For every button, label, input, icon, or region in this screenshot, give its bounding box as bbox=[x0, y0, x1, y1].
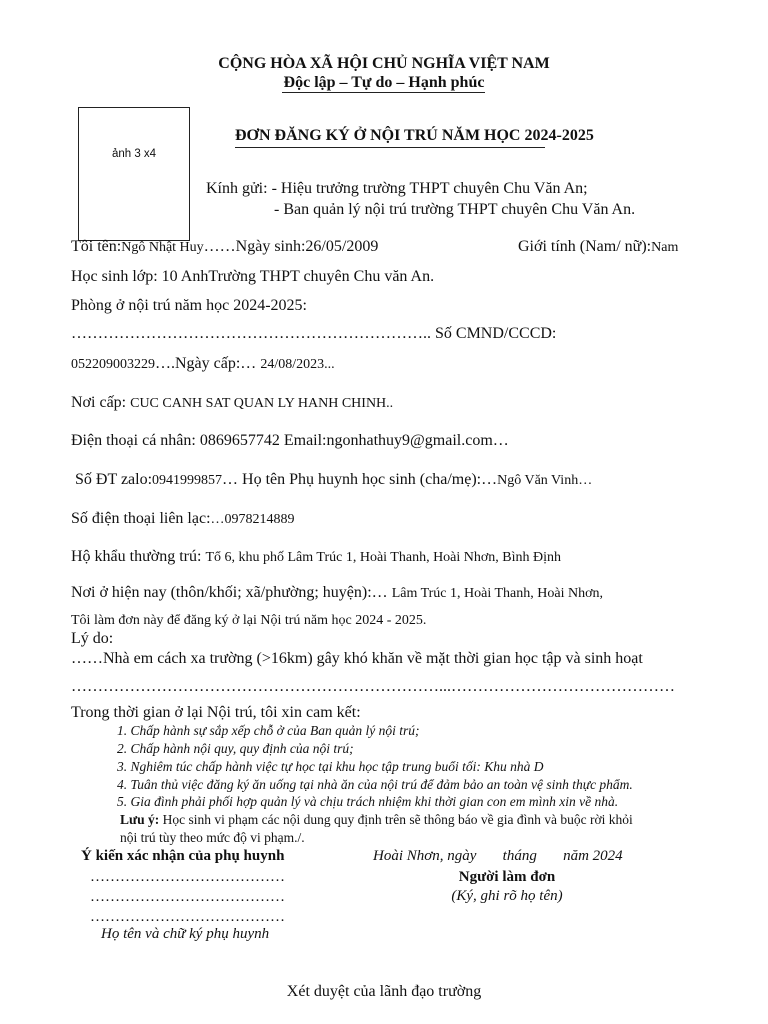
gender-field bbox=[518, 238, 678, 256]
principal-approval-heading: Xét duyệt của lãnh đạo trường bbox=[286, 983, 482, 1000]
residence-line bbox=[71, 548, 561, 566]
issue-label: ….Ngày cấp:… bbox=[155, 355, 261, 372]
note-line-2: nội trú tùy theo mức độ vi phạm./. bbox=[120, 830, 305, 845]
parent-dots-line: ………………………………… bbox=[90, 909, 285, 925]
contact-phone-line bbox=[71, 510, 295, 528]
applicant-signature-caption: (Ký, ghi rõ họ tên) bbox=[451, 888, 563, 904]
current-address-value: Lâm Trúc 1, Hoài Thanh, Hoài Nhơn, bbox=[391, 586, 603, 601]
form-title: ĐƠN ĐĂNG KÝ Ở NỘI TRÚ NĂM HỌC 2024-2025 bbox=[235, 127, 594, 144]
reason-dots: ……………………………………………………………...…………………………………… bbox=[71, 678, 675, 695]
photo-placeholder bbox=[78, 107, 190, 241]
current-address-label: Nơi ở hiện nay (thôn/khối; xã/phường; huyện):… bbox=[71, 584, 392, 601]
registration-statement: Tôi làm đơn này để đăng ký ở lại Nội trú năm học 2024 - 2025. bbox=[71, 613, 427, 628]
issue-value: 24/08/2023... bbox=[260, 357, 335, 372]
id-label-line: ………………………………………………………….. Số CMND/CCCD: bbox=[71, 325, 557, 342]
name-dob-line bbox=[71, 238, 378, 256]
commitment-item: 1. Chấp hành sự sắp xếp chỗ ở của Ban quản lý nội trú; bbox=[117, 723, 420, 738]
note-label: Lưu ý: bbox=[120, 812, 160, 827]
current-address-line bbox=[71, 584, 603, 602]
commitment-item: 2. Chấp hành nội quy, quy định của nội trú; bbox=[117, 741, 354, 756]
note-text: Học sinh vi phạm các nội dung quy định trên sẽ thông báo về gia đình và buộc rời khỏi bbox=[159, 812, 633, 827]
issue-place-value: CUC CANH SAT QUAN LY HANH CHINH.. bbox=[130, 396, 394, 411]
gender-value: Nam bbox=[651, 240, 679, 255]
residence-value: Tổ 6, khu phố Lâm Trúc 1, Hoài Thanh, Hoài Nhơn, Bình Định bbox=[205, 550, 562, 565]
recipient-line-2: - Ban quản lý nội trú trường THPT chuyên Chu Văn An. bbox=[274, 201, 636, 218]
phone-email-line: Điện thoại cá nhân: 0869657742 Email:ngonhathuy9@gmail.com… bbox=[71, 432, 509, 449]
id-value: 052209003229 bbox=[71, 357, 155, 372]
commitment-item: 3. Nghiêm túc chấp hành việc tự học tại khu học tập trung buổi tối: Khu nhà D bbox=[117, 759, 544, 774]
recipient-prefix: Kính gửi: bbox=[206, 180, 268, 197]
applicant-heading: Người làm đơn bbox=[458, 869, 556, 885]
commitment-item: 5. Gia đình phải phối hợp quản lý và chịu trách nhiệm khi thời gian con em mình xin về nhà. bbox=[117, 794, 619, 809]
title-underline bbox=[235, 147, 545, 148]
contact-label: Số điện thoại liên lạc: bbox=[71, 510, 211, 527]
parent-confirmation-heading: Ý kiến xác nhận của phụ huynh bbox=[81, 848, 285, 864]
motto-underline bbox=[282, 92, 485, 93]
note-line-1 bbox=[120, 812, 633, 828]
class-line: Học sinh lớp: 10 AnhTrường THPT chuyên Chu văn An. bbox=[71, 268, 435, 285]
issue-place-line bbox=[71, 394, 393, 412]
parent-dots-line: ………………………………… bbox=[90, 869, 285, 885]
parent-label: … Họ tên Phụ huynh học sinh (cha/mẹ):… bbox=[222, 471, 498, 488]
zalo-parent-line bbox=[75, 471, 592, 489]
residence-label: Hộ khẩu thường trú: bbox=[71, 548, 206, 565]
photo-label: ảnh 3 x4 bbox=[111, 148, 157, 160]
recipient-line-1 bbox=[206, 180, 588, 198]
gender-label: Giới tính (Nam/ nữ): bbox=[518, 238, 652, 255]
id-issue-line bbox=[71, 355, 335, 373]
parent-value: Ngô Văn Vinh… bbox=[497, 473, 593, 488]
place-date-line: Hoài Nhơn, ngày tháng năm 2024 bbox=[373, 848, 623, 864]
parent-dots-line: ………………………………… bbox=[90, 889, 285, 905]
reason-value: ……Nhà em cách xa trường (>16km) gây khó khăn về mặt thời gian học tập và sinh hoạt bbox=[71, 650, 643, 667]
motto-heading: Độc lập – Tự do – Hạnh phúc bbox=[283, 74, 485, 91]
room-line: Phòng ở nội trú năm học 2024-2025: bbox=[71, 297, 307, 314]
issue-place-label: Nơi cấp: bbox=[71, 394, 131, 411]
commitment-intro: Trong thời gian ở lại Nội trú, tôi xin cam kết: bbox=[71, 704, 361, 721]
name-label: Tôi tên: bbox=[71, 238, 122, 255]
contact-value: …0978214889 bbox=[210, 512, 295, 527]
zalo-value: 0941999857 bbox=[152, 473, 223, 488]
parent-signature-caption: Họ tên và chữ ký phụ huynh bbox=[101, 926, 270, 942]
reason-label: Lý do: bbox=[71, 630, 114, 647]
name-value: Ngô Nhật Huy bbox=[121, 240, 204, 255]
dob-field: ……Ngày sinh:26/05/2009 bbox=[203, 238, 379, 255]
nation-heading: CỘNG HÒA XÃ HỘI CHỦ NGHĨA VIỆT NAM bbox=[218, 55, 550, 72]
recipient-principal: - Hiệu trưởng trường THPT chuyên Chu Văn An; bbox=[271, 180, 588, 197]
commitment-item: 4. Tuân thủ việc đăng ký ăn uống tại nhà ăn của nội trú để đảm bảo an toàn vệ sinh thực phẩm. bbox=[117, 777, 633, 792]
zalo-label: Số ĐT zalo: bbox=[75, 471, 153, 488]
